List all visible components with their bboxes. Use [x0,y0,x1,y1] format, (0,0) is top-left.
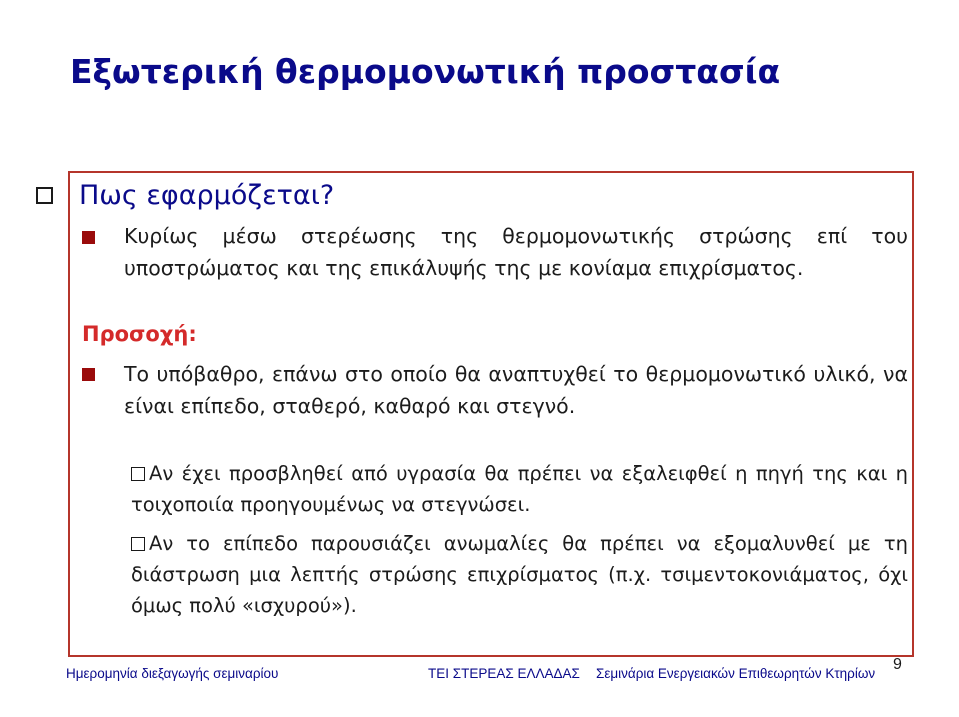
hollow-square-bullet-icon [36,187,53,204]
bullet-text-1: Κυρίως μέσω στερέωσης της θερμομονωτικής στρώσης επί του υποστρώματος και της επικάλυψής της με κονίαμα επιχρίσματος. [124,224,908,280]
section-heading: Πως εφαρμόζεται? [79,179,335,211]
red-square-bullet-icon [82,231,95,244]
warning-label: Προσοχή: [82,322,197,346]
footer-seminar: Σεμινάρια Ενεργειακών Επιθεωρητών Κτηρίων [596,666,876,681]
red-square-bullet-icon [82,368,95,381]
hollow-square-bullet-icon [131,467,145,481]
sub-item-text: Αν το επίπεδο παρουσιάζει ανωμαλίες θα πρέπει να εξομαλυνθεί με τη διάστρωση μια λεπτής στρώσης επιχρίσματος (π.χ. τσιμεντοκονιάματος, όχι όμως πολύ «ισχυρού»). [131,532,908,617]
footer-institution: ΤΕΙ ΣΤΕΡΕΑΣ ΕΛΛΑΔΑΣ [428,666,580,681]
sub-item-text: Αν έχει προσβληθεί από υγρασία θα πρέπει να εξαλειφθεί η πηγή της και η τοιχοποιία προηγουμένως να στεγνώσει. [131,462,908,516]
section-heading-row [36,176,334,214]
bullet-text-2: Το υπόβαθρο, επάνω στο οποίο θα αναπτυχθεί το θερμομονωτικό υλικό, να είναι επίπεδο, σταθερό, καθαρό και στεγνό. [124,362,908,418]
page-number: 9 [893,656,902,673]
footer-date: Ημερομηνία διεξαγωγής σεμιναρίου [66,666,279,681]
sub-list-item [131,458,908,520]
slide-title: Εξωτερική θερμομονωτική προστασία [70,52,781,91]
sub-list-item [131,528,908,621]
hollow-square-bullet-icon [131,537,145,551]
